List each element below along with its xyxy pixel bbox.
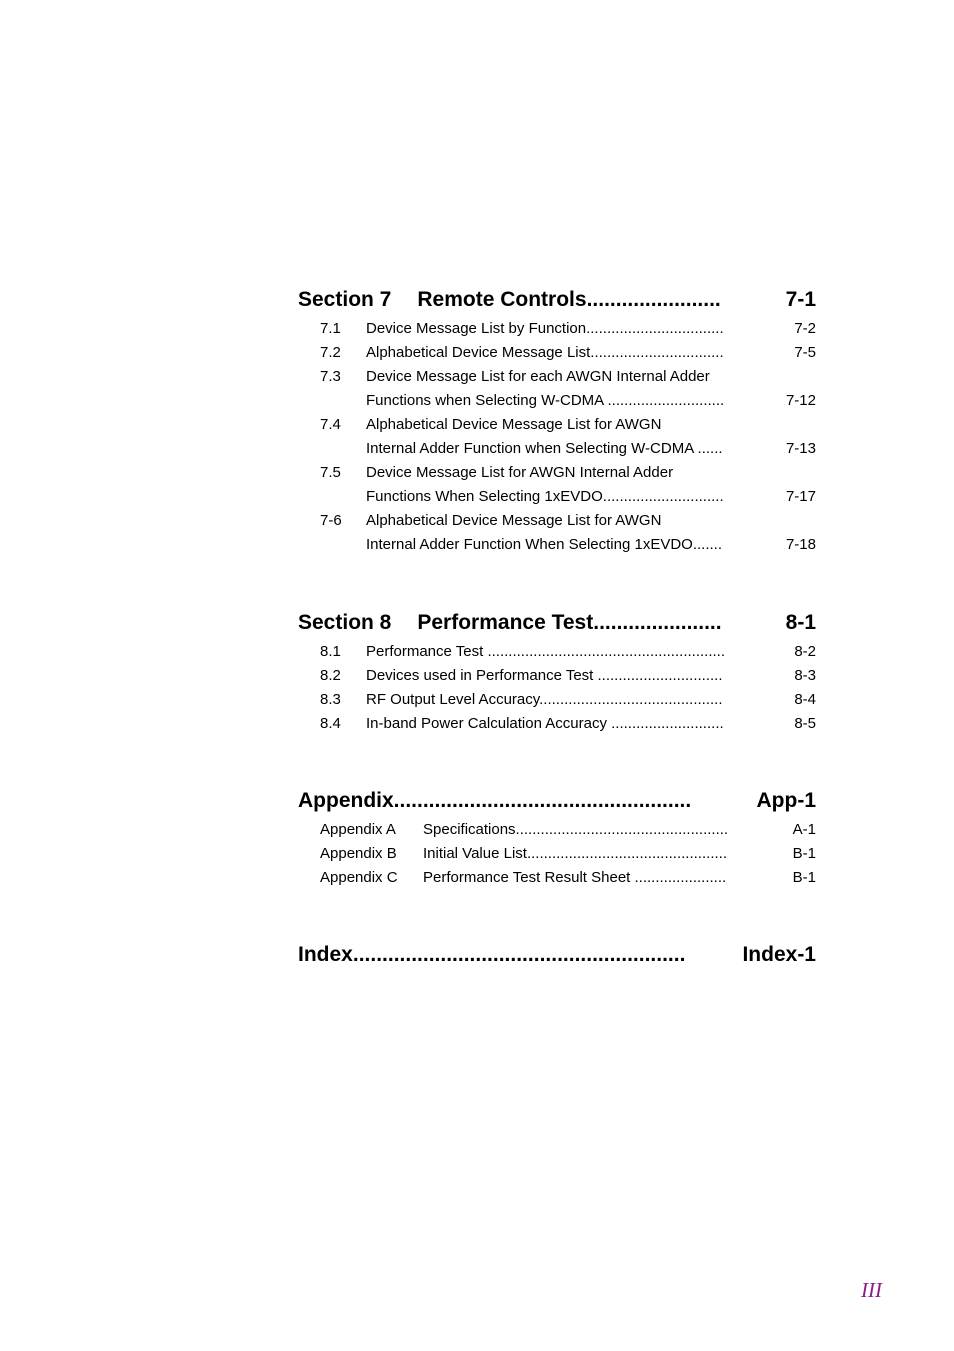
section-page: 8-1 [785,611,816,634]
entry-page: B-1 [792,845,816,862]
entry-text: Performance Test Result Sheet ...................... [423,869,727,886]
entry-number: 8.4 [320,715,341,732]
entry-text: Specifications................................................... [423,821,729,838]
entry-page: 7-17 [785,488,816,505]
entry-page: B-1 [792,869,816,886]
toc-entry[interactable] [298,389,816,413]
entry-text: Functions when Selecting W-CDMA ............................ [366,392,725,409]
entry-number: 7.1 [320,320,341,337]
entry-text: Internal Adder Function when Selecting W-CDMA ...... [366,440,723,457]
entry-page: A-1 [792,821,816,838]
entry-number: Appendix A [320,821,396,838]
entry-text: In-band Power Calculation Accuracy ........................... [366,715,724,732]
toc-section-7 [298,286,816,557]
toc-entry[interactable] [298,533,816,557]
section-title: Index [298,943,353,966]
toc-entry[interactable] [298,664,816,688]
toc-entry[interactable] [298,317,816,341]
toc-entry[interactable] [298,818,816,842]
entry-number: Appendix C [320,869,398,886]
entry-text: RF Output Level Accuracy............................................ [366,691,723,708]
entry-page: 8-2 [794,643,816,660]
entry-text: Alphabetical Device Message List................................ [366,344,724,361]
toc-entry[interactable] [298,341,816,365]
entry-text: Devices used in Performance Test .............................. [366,667,723,684]
section-label: Section 7 [298,288,392,311]
toc-index [298,941,816,969]
entry-page: 7-18 [785,536,816,553]
leader-dots: ................................................... [393,789,692,812]
leader-dots: ...................... [593,611,722,634]
toc-entry[interactable] [298,485,816,509]
section-heading[interactable] [298,286,816,314]
entry-number: 7.5 [320,464,341,481]
entry-page: 7-2 [794,320,816,337]
section-heading[interactable] [298,609,816,637]
entry-text: Alphabetical Device Message List for AWGN [366,416,662,433]
section-heading[interactable] [298,787,816,815]
entry-text: Initial Value List................................................ [423,845,727,862]
entry-number: 7.3 [320,368,341,385]
section-heading[interactable] [298,941,816,969]
toc-entry[interactable] [298,842,816,866]
entry-number: 8.3 [320,691,341,708]
toc-entry[interactable] [298,866,816,890]
entry-number: 7.2 [320,344,341,361]
toc-entry[interactable] [298,688,816,712]
entry-text: Device Message List by Function................................. [366,320,724,337]
entry-number: Appendix B [320,845,397,862]
entry-number: 8.2 [320,667,341,684]
entry-page: 7-5 [794,344,816,361]
entry-page: 8-5 [794,715,816,732]
page-number: III [861,1278,882,1302]
leader-dots: ....................... [586,288,721,311]
section-page: Index-1 [742,943,816,966]
entry-page: 7-13 [785,440,816,457]
toc-entry[interactable] [298,461,816,485]
section-title: Remote Controls [417,288,587,311]
toc-appendix [298,787,816,890]
toc-section-8 [298,609,816,736]
toc-entry[interactable] [298,437,816,461]
entry-text: Device Message List for each AWGN Internal Adder [366,368,710,385]
leader-dots: ......................................................... [352,943,686,966]
toc-entry[interactable] [298,712,816,736]
entry-number: 7.4 [320,416,341,433]
section-label: Section 8 [298,611,392,634]
entry-page: 8-4 [794,691,816,708]
entry-text: Device Message List for AWGN Internal Adder [366,464,674,481]
entry-page: 8-3 [794,667,816,684]
section-title: Appendix [298,789,394,812]
toc-entry[interactable] [298,509,816,533]
entry-number: 8.1 [320,643,341,660]
section-title: Performance Test [417,611,594,634]
section-page: 7-1 [785,288,816,311]
entry-text: Alphabetical Device Message List for AWGN [366,512,662,529]
section-page: App-1 [756,789,816,812]
entry-text: Performance Test ......................................................... [366,643,725,660]
entry-number: 7-6 [320,512,342,529]
entry-text: Functions When Selecting 1xEVDO............................. [366,488,724,505]
toc-entry[interactable] [298,365,816,389]
toc-entry[interactable] [298,640,816,664]
toc-entry[interactable] [298,413,816,437]
entry-page: 7-12 [785,392,816,409]
entry-text: Internal Adder Function When Selecting 1xEVDO....... [366,536,723,553]
